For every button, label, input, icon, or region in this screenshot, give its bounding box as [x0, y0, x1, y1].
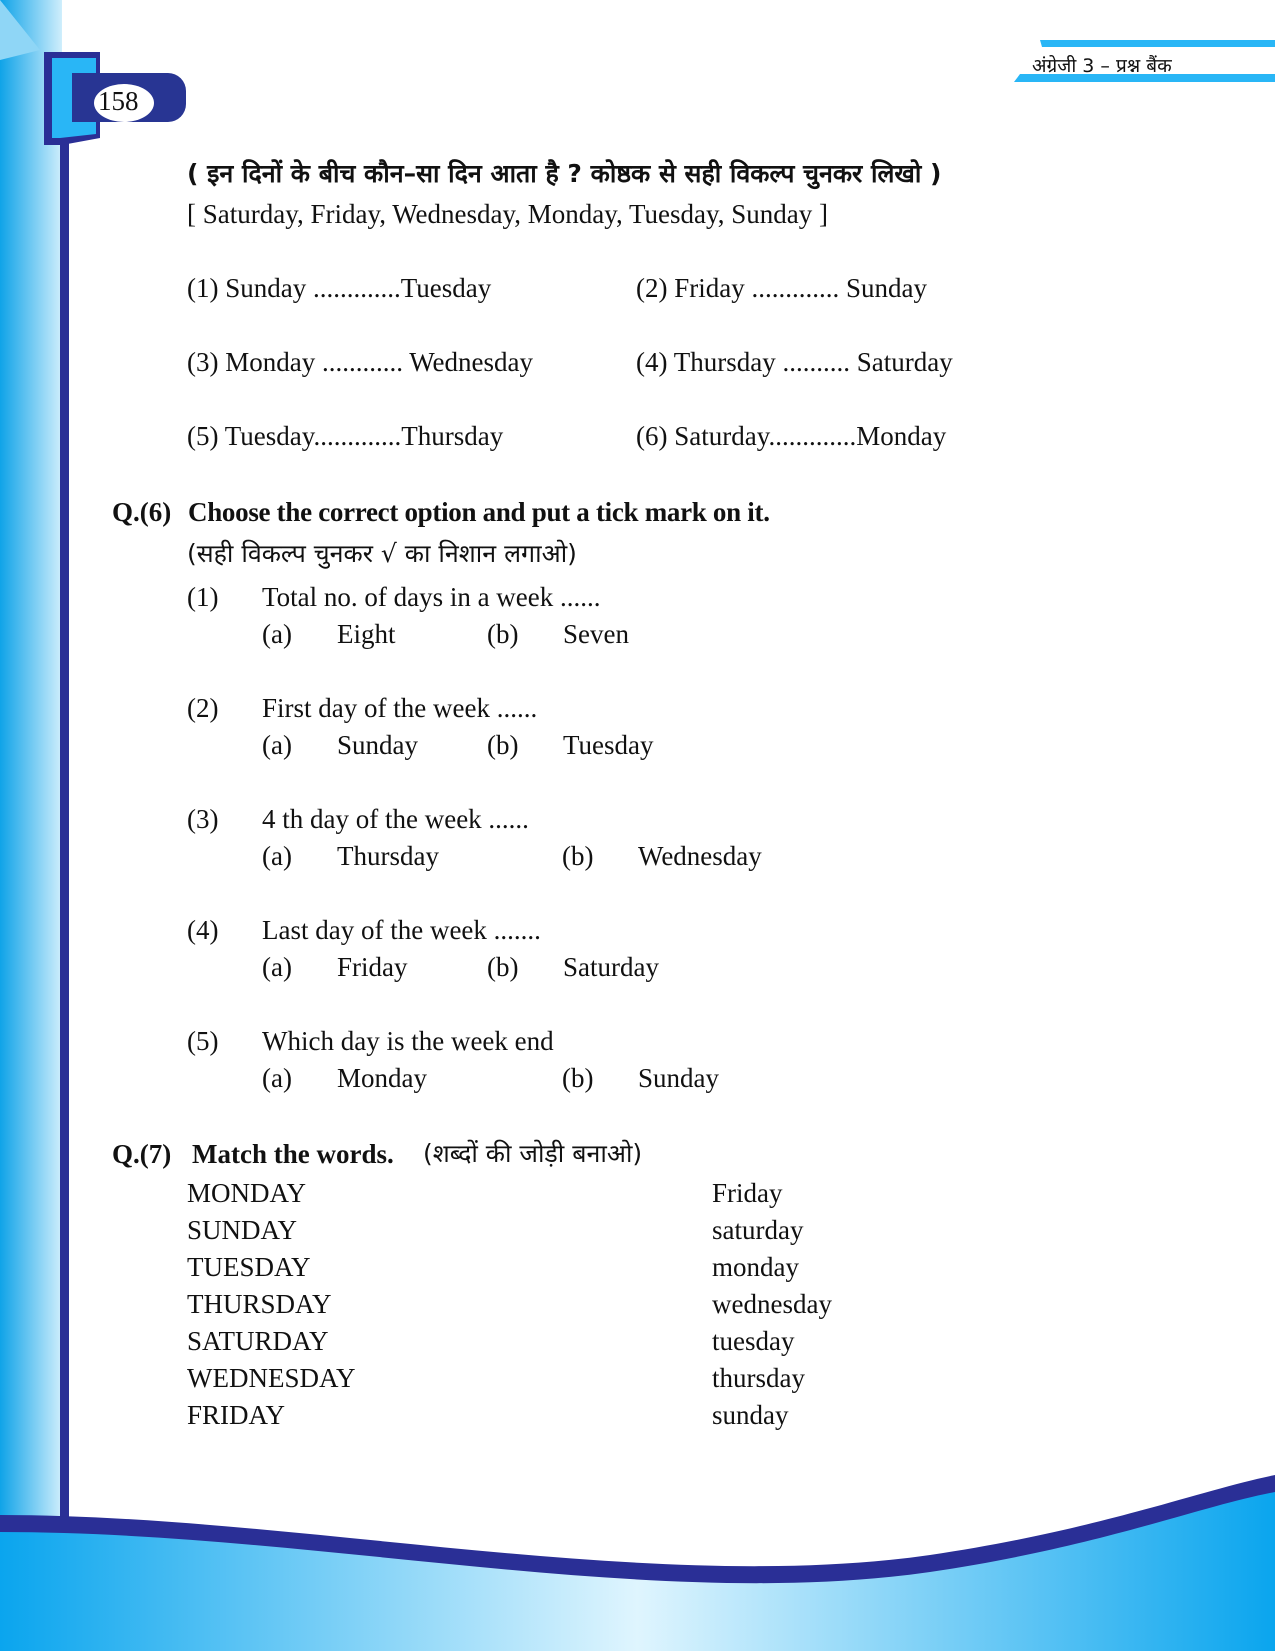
q6-title: Choose the correct option and put a tick mark on it.: [188, 497, 770, 527]
q7-label: Q.(7): [112, 1139, 172, 1169]
match-right-item: monday: [712, 1252, 799, 1282]
q7-title: Match the words.: [192, 1139, 394, 1169]
option-a-label: (a): [262, 952, 292, 982]
option-b-label: (b): [487, 730, 519, 760]
fill-item-4: (4) Thursday .......... Saturday: [636, 347, 953, 377]
option-a-label: (a): [262, 619, 292, 649]
match-right-item: wednesday: [712, 1289, 832, 1319]
option-a[interactable]: Eight: [337, 619, 396, 649]
question-number: (4): [187, 915, 219, 945]
match-left-item: TUESDAY: [187, 1252, 311, 1282]
match-left-item: SATURDAY: [187, 1326, 329, 1356]
header-title: अंग्रेजी 3 – प्रश्न बैंक: [1032, 55, 1172, 77]
question-text: Which day is the week end: [262, 1026, 554, 1056]
fill-item-6: (6) Saturday.............Monday: [636, 421, 947, 451]
question-text: Last day of the week .......: [262, 915, 541, 945]
instruction-hindi: ( इन दिनों के बीच कौन–सा दिन आता है ? कोष्ठक से सही विकल्प चुनकर लिखो ): [187, 159, 942, 188]
question-number: (3): [187, 804, 219, 834]
option-b-label: (b): [562, 1063, 594, 1093]
option-b[interactable]: Tuesday: [563, 730, 654, 760]
match-left-item: THURSDAY: [187, 1289, 332, 1319]
question-number: (5): [187, 1026, 219, 1056]
option-a-label: (a): [262, 730, 292, 760]
option-b-label: (b): [562, 841, 594, 871]
option-a[interactable]: Friday: [337, 952, 408, 982]
fill-item-2: (2) Friday ............. Sunday: [636, 273, 927, 303]
fill-item-5: (5) Tuesday.............Thursday: [187, 421, 504, 451]
question-number: (1): [187, 582, 219, 612]
question-text: Total no. of days in a week ......: [262, 582, 601, 612]
match-left-item: MONDAY: [187, 1178, 307, 1208]
q6-subtitle-hindi: (सही विकल्प चुनकर √ का निशान लगाओ): [187, 539, 577, 568]
match-right-item: thursday: [712, 1363, 805, 1393]
match-left-item: FRIDAY: [187, 1400, 286, 1430]
option-a[interactable]: Monday: [337, 1063, 427, 1093]
option-b-label: (b): [487, 952, 519, 982]
option-a-label: (a): [262, 1063, 292, 1093]
option-b-label: (b): [487, 619, 519, 649]
option-b[interactable]: Saturday: [563, 952, 659, 982]
q7-subtitle-hindi: (शब्दों की जोड़ी बनाओ): [423, 1139, 643, 1168]
match-left-item: WEDNESDAY: [187, 1363, 356, 1393]
match-left-item: SUNDAY: [187, 1215, 298, 1245]
match-right-item: Friday: [712, 1178, 783, 1208]
match-right-item: tuesday: [712, 1326, 795, 1356]
option-b[interactable]: Seven: [563, 619, 629, 649]
question-text: 4 th day of the week ......: [262, 804, 529, 834]
option-a[interactable]: Sunday: [337, 730, 418, 760]
option-a[interactable]: Thursday: [337, 841, 439, 871]
fill-item-3: (3) Monday ............ Wednesday: [187, 347, 534, 377]
q6-label: Q.(6): [112, 497, 172, 527]
match-right-item: saturday: [712, 1215, 804, 1245]
question-number: (2): [187, 693, 219, 723]
options-list: [ Saturday, Friday, Wednesday, Monday, Tuesday, Sunday ]: [187, 199, 828, 229]
match-right-item: sunday: [712, 1400, 789, 1430]
page-number: 158: [98, 86, 139, 116]
option-b[interactable]: Sunday: [638, 1063, 719, 1093]
fill-item-1: (1) Sunday .............Tuesday: [187, 273, 492, 303]
option-b[interactable]: Wednesday: [638, 841, 762, 871]
question-text: First day of the week ......: [262, 693, 538, 723]
option-a-label: (a): [262, 841, 292, 871]
